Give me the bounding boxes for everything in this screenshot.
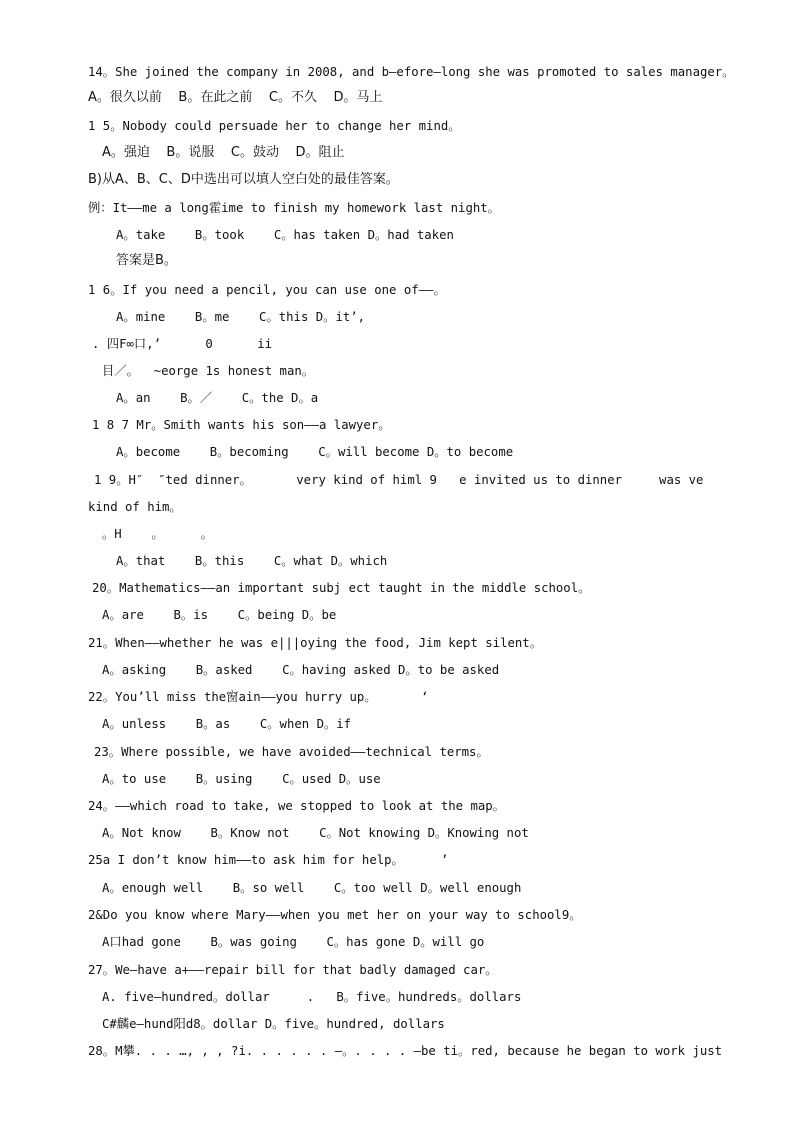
question-26: 2&Do you know where Mary——when you met her on your way to school9。 — [88, 908, 582, 922]
question-21: 21。When——whether he was e|||oying the food, Jim kept silent。 — [88, 636, 542, 650]
question-27: 27。We—have a+——repair bill for that badly damaged car。 — [88, 963, 498, 977]
question-15-options: A。强迫 B。说服 C。鼓动 D。阻止 — [102, 145, 345, 160]
question-22-options: A。unless B。as C。when D。if — [102, 717, 352, 731]
question-22: 22。You’ll miss the窗ain——you hurry up。 ‘ — [88, 690, 429, 704]
example-options: A。take B。took C。has taken D。had taken — [116, 228, 454, 242]
question-14-options: A。很久以前 B。在此之前 C。不久 D。马上 — [88, 90, 383, 105]
question-17: 目／。 ~eorge 1s honest man。 — [102, 364, 315, 378]
question-25-options: A。enough well B。so well C。too well D。well enough — [102, 881, 522, 895]
question-25: 25a I don’t know him——to ask him for help。 ’ — [88, 853, 449, 867]
question-19: 1 9。H″ ″ted dinner。 very kind of himl 9 e invited us to dinner was ve — [94, 473, 704, 487]
question-26-options: A口had gone B。was going C。has gone D。will go — [102, 935, 485, 949]
question-27-options-cd: C#麟e—hund阳d8。dollar D。five。hundred, dollars — [102, 1017, 445, 1031]
question-27-options-ab: A. five—hundred。dollar . B。five。hundreds。dollars — [102, 990, 522, 1004]
question-20: 20。Mathematics——an important subj ect taught in the middle school。 — [92, 581, 591, 595]
question-20-options: A。are B。is C。being D。be — [102, 608, 337, 622]
question-16: 1 6。If you need a pencil, you can use one of——。 — [88, 283, 446, 297]
section-b-instructions: B)从A、B、C、D中选出可以填人空白处的最佳答案。 — [88, 172, 399, 187]
question-17-garbled: . 四F∞口,’ 0 ii — [92, 337, 273, 351]
question-19-continued: kind of him。 — [88, 500, 182, 514]
example-question: 例：It——me a long霍ime to finish my homework last night。 — [88, 201, 500, 215]
question-18: 1 8 7 Mr。Smith wants his son——a lawyer。 — [92, 418, 391, 432]
question-21-options: A。asking B。asked C。having asked D。to be asked — [102, 663, 500, 677]
question-19-options: A。that B。this C。what D。which — [116, 554, 388, 568]
question-18-options: A。become B。becoming C。will become D。to become — [116, 445, 514, 459]
question-17-options: A。an B。／ C。the D。a — [116, 391, 319, 405]
question-28: 28。M攀. . . …, , , ?i. . . . . . —。. . . . —be ti。red, because he began to work just — [88, 1044, 723, 1058]
question-15: 1 5。Nobody could persuade her to change her mind。 — [88, 119, 461, 133]
question-23: 23。Where possible, we have avoided——technical terms。 — [94, 745, 489, 759]
question-24-options: A。Not know B。Know not C。Not knowing D。Knowing not — [102, 826, 529, 840]
question-19-garbled: 。H 。 。 — [102, 527, 213, 541]
question-23-options: A。to use B。using C。used D。use — [102, 772, 381, 786]
question-14: 14。She joined the company in 2008, and b—efore—long she was promoted to sales manager。 — [88, 65, 735, 79]
question-24: 24。——which road to take, we stopped to look at the map。 — [88, 799, 505, 813]
example-answer: 答案是B。 — [116, 253, 177, 268]
question-16-options: A。mine B。me C。this D。it’, — [116, 310, 366, 324]
